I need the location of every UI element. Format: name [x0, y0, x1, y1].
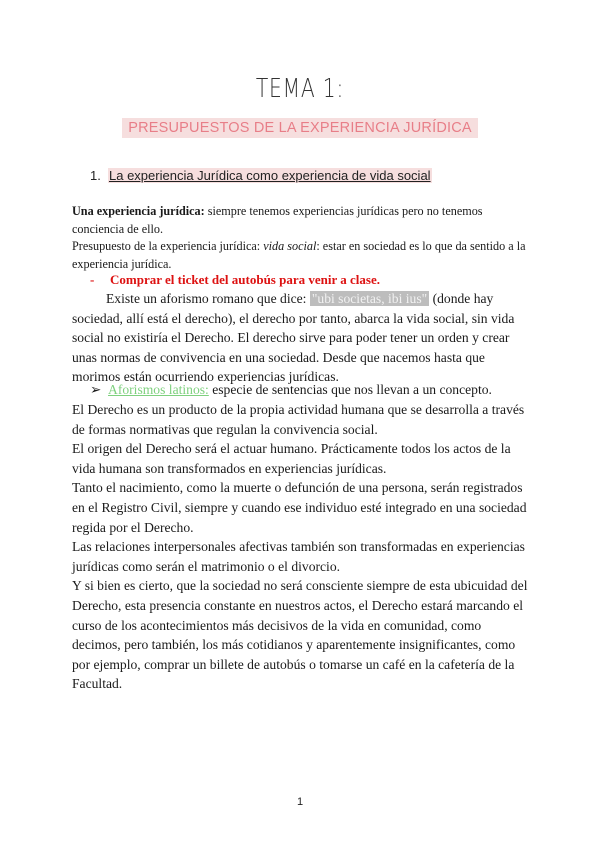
page-subtitle: PRESUPUESTOS DE LA EXPERIENCIA JURÍDICA [122, 118, 478, 138]
red-bullet-item [90, 272, 380, 288]
paragraph: El Derecho es un producto de la propia actividad humana que se desarrolla a través de formas normativas que regulan la convivencia social. [72, 402, 525, 437]
intro-line2-lead: Presupuesto de la experiencia jurídica: [72, 239, 264, 253]
bullet-dash: - [90, 272, 95, 287]
intro-line1-rest: siempre tenemos experiencias jurídicas pero no tenemos conciencia de ello. [72, 204, 483, 236]
intro-line2-italic: vida social [263, 239, 317, 253]
page-number: 1 [296, 796, 304, 808]
paragraph: El origen del Derecho será el actuar humano. Prácticamente todos los actos de la vida humana son transformados en experiencias jurídicas. [72, 441, 511, 476]
aforismos-link[interactable]: Aforismos latinos: [108, 382, 209, 397]
latin-quote: "ubi societas, ibi ius" [311, 291, 428, 306]
aforismos-rest: especie de sentencias que nos llevan a un concepto. [208, 382, 492, 397]
intro-line-1 [72, 203, 532, 238]
intro-bold-lead: Una experiencia jurídica: [72, 204, 205, 218]
aforismo-paragraph [72, 289, 532, 387]
paragraph: Y si bien es cierto, que la sociedad no será consciente siempre de esta ubicuidad del Derecho, esta presencia constante en nuestros actos, el Derecho estará marcando el curso de los acontecimientos más decisivos de la vida en comunidad, como decimos, pero también, los más cotidianos y aparentemente insignificantes, como por ejemplo, comprar un billete de autobús o tomarse un café en la cafetería de la Facultad. [72, 578, 528, 692]
subtitle-container [0, 118, 600, 138]
main-paragraphs [72, 400, 532, 694]
aforismo-after: (donde hay sociedad, allí está el derecho), el derecho por tanto, abarca la vida social, sin vida social no existiría el Derecho. El derecho sirve para poder tener un orden y crear unas normas de convivencia en una sociedad. Desde que nacemos hasta que morimos están ocurriendo experiencias jurídicas. [72, 291, 515, 385]
paragraph: Las relaciones interpersonales afectivas también son transformadas en experiencias jurídicas como serán el matrimonio o el divorcio. [72, 539, 525, 574]
section-heading-text: La experiencia Jurídica como experiencia de vida social [109, 168, 431, 183]
aforismos-item [90, 382, 492, 398]
arrow-bullet-icon: ➢ [90, 382, 102, 397]
intro-line2-rest: : estar en sociedad es lo que da sentido a la experiencia jurídica. [72, 239, 526, 271]
aforismo-before: Existe un aforismo romano que dice: [106, 291, 310, 306]
intro-block [72, 203, 532, 273]
page-title: TEMA 1: [255, 74, 345, 104]
bullet-text: Comprar el ticket del autobús para venir a clase. [110, 272, 380, 287]
section-number: 1. [90, 168, 101, 183]
section-heading [90, 168, 432, 183]
paragraph: Tanto el nacimiento, como la muerte o defunción de una persona, serán registrados en el Registro Civil, siempre y cuando ese individuo esté integrado en una sociedad regida por el Derecho. [72, 480, 527, 535]
intro-line-2 [72, 238, 532, 273]
